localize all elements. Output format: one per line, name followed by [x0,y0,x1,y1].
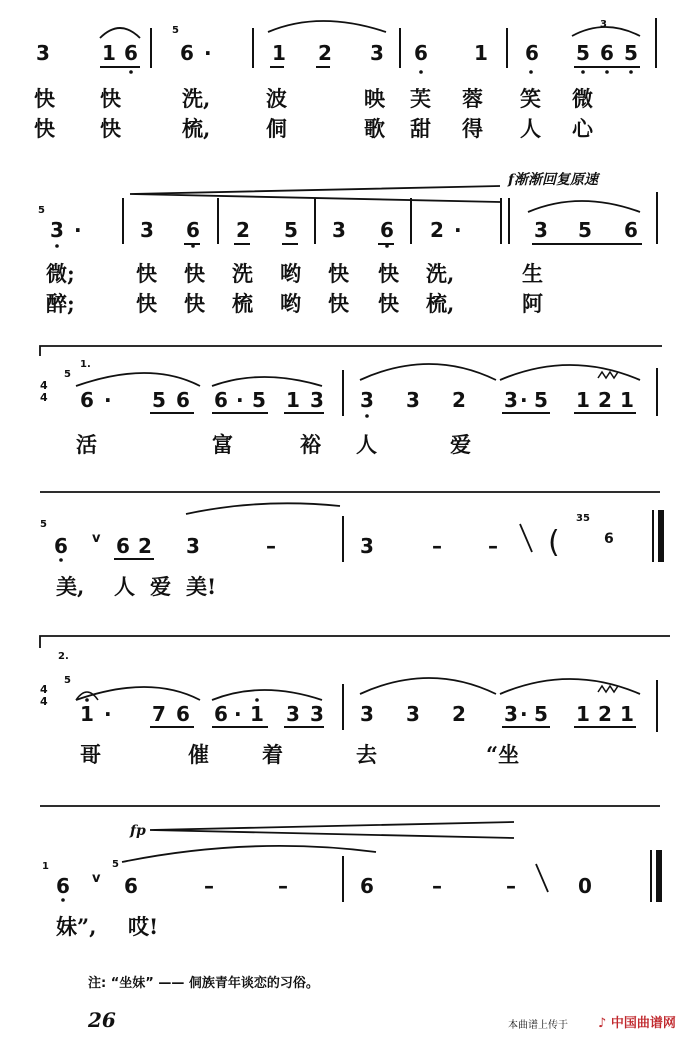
barline [342,370,344,416]
note: 2 [236,218,250,242]
slur [76,687,200,700]
lyric: 阿 [522,291,543,316]
slur [528,201,640,212]
dot: · [454,218,462,242]
barline [342,684,344,730]
lyric: 快 [184,261,205,286]
lower-octave-dot [629,70,633,74]
beam-underline [502,412,550,414]
volta-bracket [40,636,670,648]
mordent-mark [598,372,618,378]
note: 3 [370,41,384,65]
lyric: 富 [212,432,233,457]
barline [342,516,344,562]
volta-number: 1. [80,359,91,370]
note: 3 [360,388,374,412]
barline [217,198,219,244]
note: 5 [152,388,166,412]
slur [186,503,340,514]
beam-underline [532,243,642,245]
barline [508,198,510,244]
volta-bracket [40,346,662,356]
note: 3 [36,41,50,65]
note: 1 [474,41,488,65]
note: 3 [286,702,300,726]
barline-thick [658,510,664,562]
lyric: 人 [114,574,135,599]
note: 3 [50,218,64,242]
beam-underline [150,726,194,728]
grace-note: 35 [576,513,590,524]
note: 6 [176,702,190,726]
barline [342,856,344,902]
note: 2 [452,702,466,726]
dash: – [432,874,442,898]
barline [650,850,652,902]
lyric: 快 [34,86,55,111]
note: 5 [624,41,638,65]
note: 2 [138,534,152,558]
beam-underline [212,412,268,414]
grace-note: 5 [172,25,179,36]
time-signature-top: 4 [40,379,48,392]
note: 6 [180,41,194,65]
lyric: 蓉 [462,86,483,111]
lyric: 快 [34,116,55,141]
note: 6 [186,218,200,242]
note: 1 [272,41,286,65]
note: 6 [80,388,94,412]
lyric: “坐 [486,742,520,767]
slur [122,846,376,862]
triplet-mark: 3 [600,19,607,30]
note: 6 [525,41,539,65]
lyric: 快 [100,86,121,111]
lyric: 微 [572,86,593,111]
lyric: 哟 [280,261,301,286]
music-note-icon: ♪ [598,1016,607,1031]
time-signature [40,380,48,403]
lyric: 快 [136,291,157,316]
lyric: 笑 [520,86,541,111]
slur [500,365,640,380]
grace-note: 5 [38,205,45,216]
dot: · [236,388,244,412]
barline [410,198,412,244]
beam-underline [378,243,394,245]
note: 6 [56,874,70,898]
note: 6 [600,41,614,65]
note: 1 [250,702,264,726]
note: 1 [80,702,94,726]
lower-octave-dot [55,244,59,248]
paren: ( [548,525,560,560]
beam-underline [114,558,154,560]
lyric: 快 [378,291,399,316]
lyric: 快 [328,261,349,286]
lower-octave-dot [419,70,423,74]
note: 3 [534,218,548,242]
note: 5 [534,702,548,726]
note: 2 [430,218,444,242]
page-number: 26 [88,1008,116,1032]
lyric: 甜 [410,116,431,141]
lyric: 人 [356,432,377,457]
lyric: 快 [184,291,205,316]
beam-underline [574,412,636,414]
barline [656,680,658,732]
beam-underline [316,66,330,68]
barline [656,368,658,416]
barline [399,28,401,68]
footnote-dash: —— [158,976,185,991]
grace-note: 5 [112,859,119,870]
note: 6 [604,531,614,547]
lyric: 哟 [280,291,301,316]
lyric: 映 [364,86,385,111]
grace-note: 5 [40,519,47,530]
beam-underline [284,412,324,414]
slur [360,678,496,694]
time-signature [40,684,48,707]
lyric: 洗, [182,86,211,111]
lower-octave-dot [529,70,533,74]
lyric: 洗 [232,261,253,286]
beam-underline [270,66,284,68]
note: 6 [176,388,190,412]
note: 6 [124,41,138,65]
note: 3 [310,388,324,412]
lyric: 醉; [46,291,75,316]
beam-underline [502,726,550,728]
barline [150,28,152,68]
slur [360,364,496,380]
barline [252,28,254,68]
grace-note: 5 [64,675,71,686]
beam-underline [282,243,298,245]
note: 2 [452,388,466,412]
note: 6 [414,41,428,65]
lyric: 妹”, [56,914,97,939]
slur [500,679,640,694]
lyric: 人 [520,116,541,141]
slur [212,377,322,386]
mordent-mark [598,686,618,692]
tempo-marking: f渐渐回复原速 [508,172,599,188]
lower-octave-dot [581,70,585,74]
note: 1 [286,388,300,412]
lyric: 芙 [410,86,431,111]
note: 6 [54,534,68,558]
footnote-label: 注: [88,976,107,991]
beam-underline [184,243,200,245]
lyric: 活 [76,432,97,457]
note: 3 [504,702,518,726]
note: 6 [124,874,138,898]
breath-mark: v [92,531,101,546]
dot: · [204,41,212,65]
barline [656,192,658,244]
site-logo[interactable] [598,1012,676,1031]
lyric: 得 [462,116,483,141]
note: 0 [578,874,592,898]
lyric: 催 [188,742,209,767]
lyric: 梳, [426,291,455,316]
lyric: 裕 [300,432,321,457]
grace-note: 1 [42,861,49,872]
dot: · [74,218,82,242]
barline [500,198,502,244]
slur [76,373,200,386]
lyric: 生 [522,261,543,286]
lyric: 微; [46,261,75,286]
volta-number: 2. [58,651,69,662]
beam-underline [234,243,250,245]
barline [652,510,654,562]
note: 5 [284,218,298,242]
beam-underline [574,66,640,68]
beam-underline [284,726,324,728]
barline-thick [656,850,662,902]
lyric: 美! [186,574,217,599]
lower-octave-dot [365,414,369,418]
note: 3 [406,388,420,412]
fermata [76,692,98,700]
lyric: 去 [356,742,377,767]
note: 6 [214,702,228,726]
lyric: 波 [266,86,287,111]
phrase-end-slash [520,524,532,552]
beam-underline [574,726,636,728]
lyric: 快 [378,261,399,286]
footnote-text: 侗族青年谈恋的习俗。 [188,976,319,991]
dash: – [204,874,214,898]
lyric: 梳 [232,291,253,316]
note: 2 [598,702,612,726]
note: 3 [360,534,374,558]
dash: – [266,534,276,558]
lyric: 歌 [364,116,385,141]
note: 1 [576,702,590,726]
barline [506,28,508,68]
note: 6 [360,874,374,898]
lyric: 梳, [182,116,211,141]
site-name: 中国曲谱网 [610,1016,676,1031]
note: 3 [406,702,420,726]
lyric: 美, [56,574,85,599]
lyric: 爱 [150,574,171,599]
note: 6 [116,534,130,558]
dash: – [432,534,442,558]
beam-underline [150,412,194,414]
note: 2 [598,388,612,412]
barline [314,198,316,244]
slur [100,28,140,38]
lyric: 洗, [426,261,455,286]
footnote [88,972,319,991]
time-signature-top: 4 [40,683,48,696]
lyric: 侗 [266,116,287,141]
lower-octave-dot [61,898,65,902]
note: 3 [504,388,518,412]
dot: · [234,702,242,726]
note: 5 [576,41,590,65]
dynamic-marking: fp [130,823,146,839]
note: 2 [318,41,332,65]
dash: – [488,534,498,558]
note: 1 [620,388,634,412]
slur [268,21,386,32]
time-signature-bottom: 4 [40,390,48,404]
decrescendo-hairpin [150,822,514,838]
dot: · [104,388,112,412]
grace-note: 5 [64,369,71,380]
lower-octave-dot [59,558,63,562]
barline [655,18,657,68]
dash: – [506,874,516,898]
note: 3 [186,534,200,558]
note: 3 [140,218,154,242]
dot: · [104,702,112,726]
lower-octave-dot [605,70,609,74]
barline [122,198,124,244]
upload-credit: 本曲谱上传于 [508,1020,568,1031]
phrase-end-slash [536,864,548,892]
beam-underline [100,66,140,68]
lyric: 快 [136,261,157,286]
note: 5 [534,388,548,412]
note: 3 [332,218,346,242]
note: 3 [310,702,324,726]
footnote-term: “坐妹” [110,976,154,991]
time-signature-bottom: 4 [40,694,48,708]
dot: · [520,388,528,412]
lyric: 快 [100,116,121,141]
note: 6 [214,388,228,412]
note: 5 [578,218,592,242]
lyric: 哎! [128,914,159,939]
beam-underline [212,726,268,728]
lyric: 哥 [80,742,101,767]
note: 1 [576,388,590,412]
lyric: 心 [572,116,593,141]
note: 7 [152,702,166,726]
breath-mark: v [92,871,101,886]
lyric: 爱 [450,432,471,457]
note: 1 [102,41,116,65]
note: 6 [380,218,394,242]
slur [212,690,322,700]
lower-octave-dot [129,70,133,74]
note: 3 [360,702,374,726]
note: 1 [620,702,634,726]
dot: · [520,702,528,726]
lyric: 快 [328,291,349,316]
dash: – [278,874,288,898]
note: 5 [252,388,266,412]
lyric: 着 [262,742,283,767]
note: 6 [624,218,638,242]
